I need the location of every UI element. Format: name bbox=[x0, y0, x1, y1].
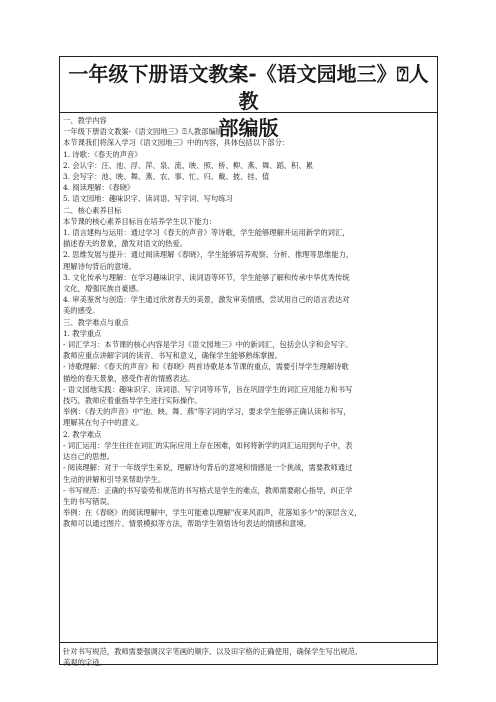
text-line: 针对书写规范，教师需要强调汉字笔画的顺序、以及田字格的正确使用，确保学生写出规范、 bbox=[63, 646, 363, 656]
text-line: 4. 审美鉴赏与创造：学生通过欣赏春天的美景，激发审美情感，尝试用自己的语言表达对 bbox=[63, 295, 350, 305]
title-line-2: 部编版 bbox=[218, 116, 279, 140]
text-line: 描述春天的景象，激发对语文的热爱。 bbox=[63, 239, 188, 249]
text-line: 美的感受。 bbox=[63, 306, 100, 316]
text-line: - 阅读理解：对于一年级学生来说，理解诗句背后的意境和情感是一个挑战，需要教师通过 bbox=[63, 463, 353, 473]
text-line: 4. 阅读理解：《春晓》 bbox=[63, 183, 135, 193]
text-line: 生的书写错误。 bbox=[63, 496, 115, 506]
text-line: 三、教学难点与重点 bbox=[63, 317, 129, 327]
text-line: 描绘的春天景象，感受作者的情感表达。 bbox=[63, 373, 195, 383]
document-frame bbox=[59, 56, 438, 665]
text-line: 1. 语言建构与运用：通过学习《春天的声音》等诗歌，学生能够理解并运用新学的词汇， bbox=[63, 228, 350, 238]
text-line: 技巧，教师应着重指导学生进行实际操作。 bbox=[63, 396, 202, 406]
title-line-1: 一年级下册语文教案-《语文园地三》⍰人教 bbox=[68, 62, 429, 113]
text-line: 本节课的核心素养目标旨在培养学生以下能力： bbox=[63, 216, 217, 226]
text-line: 2. 会认字：汪、池、浮、萍、泉、流、映、照、桥、柳、燕、舞、蹈、积、累 bbox=[63, 160, 314, 170]
text-line: 教师可以通过图片、情景模拟等方法，帮助学生领悟诗句表达的情感和意境。 bbox=[63, 519, 312, 529]
text-line: 文化，增强民族自豪感。 bbox=[63, 284, 144, 294]
title-divider bbox=[60, 112, 437, 113]
text-line: 二、核心素养目标 bbox=[63, 205, 122, 215]
text-line: 美观的字迹。 bbox=[63, 657, 107, 667]
text-line: 2. 教学难点 bbox=[63, 429, 102, 439]
text-line: 一年级下册语文教案-《语文园地三》⍰人教部编版 bbox=[63, 127, 224, 137]
text-line: - 诗歌理解：《春天的声音》和《春晓》两首诗歌是本节课的重点，需要引导学生理解诗歌 bbox=[63, 362, 349, 372]
text-line: - 词汇学习：本节课的核心内容是学习《语文园地三》中的新词汇，包括会认字和会写字。 bbox=[63, 340, 353, 350]
text-line: 1. 教学重点 bbox=[63, 328, 102, 338]
main-section bbox=[63, 115, 435, 530]
text-line: - 书写规范：正确的书写姿势和规范的书写格式是学生的难点，教师需要耐心指导，纠正学 bbox=[63, 485, 353, 495]
text-line: 1. 诗歌：《春天的声音》 bbox=[63, 149, 142, 159]
text-line: 本节课我们将深入学习《语文园地三》中的内容，具体包括以下部分： bbox=[63, 138, 290, 148]
text-line: 2. 思维发展与提升：通过阅读理解《春晓》，学生能够培养观察、分析、推理等思维能力， bbox=[63, 250, 354, 260]
text-line: - 语文园地实践：趣味识字、读词语、写字词等环节，旨在巩固学生的词汇应用能力和书写 bbox=[63, 384, 353, 394]
text-line: 一、教学内容 bbox=[63, 116, 107, 125]
text-line: 生动的讲解和引导来帮助学生。 bbox=[63, 474, 166, 484]
text-line: 理解其在句子中的意义。 bbox=[63, 418, 144, 428]
text-line: - 词汇运用：学生往往在词汇的实际应用上存在困难，如何将新学的词汇运用到句子中，表 bbox=[63, 440, 353, 450]
text-line: 达自己的思想。 bbox=[63, 452, 115, 462]
text-line: 3. 文化传承与理解：在学习趣味识字、读词语等环节，学生能够了解和传承中华优秀传统 bbox=[63, 272, 350, 282]
text-line: 5. 语文园地：趣味识字、读词语、写字词、写句练习 bbox=[63, 194, 233, 204]
text-line: 3. 会写字：池、映、舞、燕、农、事、忙、归、戴、披、挂、值 bbox=[63, 172, 270, 182]
text-line: 教师应重点讲解字词的读音、书写和意义，确保学生能够熟练掌握。 bbox=[63, 351, 282, 361]
document-body bbox=[63, 115, 435, 668]
text-line: 理解诗句背后的意境。 bbox=[63, 261, 136, 271]
text-line: 举例：在《春晓》的阅读理解中，学生可能难以理解"夜来风雨声，花落知多少"的深层含义， bbox=[63, 508, 362, 518]
text-line: 举例：《春天的声音》中"池、映、舞、燕"等字词的学习，要求学生能够正确认读和书写， bbox=[63, 407, 351, 417]
closing-section bbox=[63, 646, 435, 668]
